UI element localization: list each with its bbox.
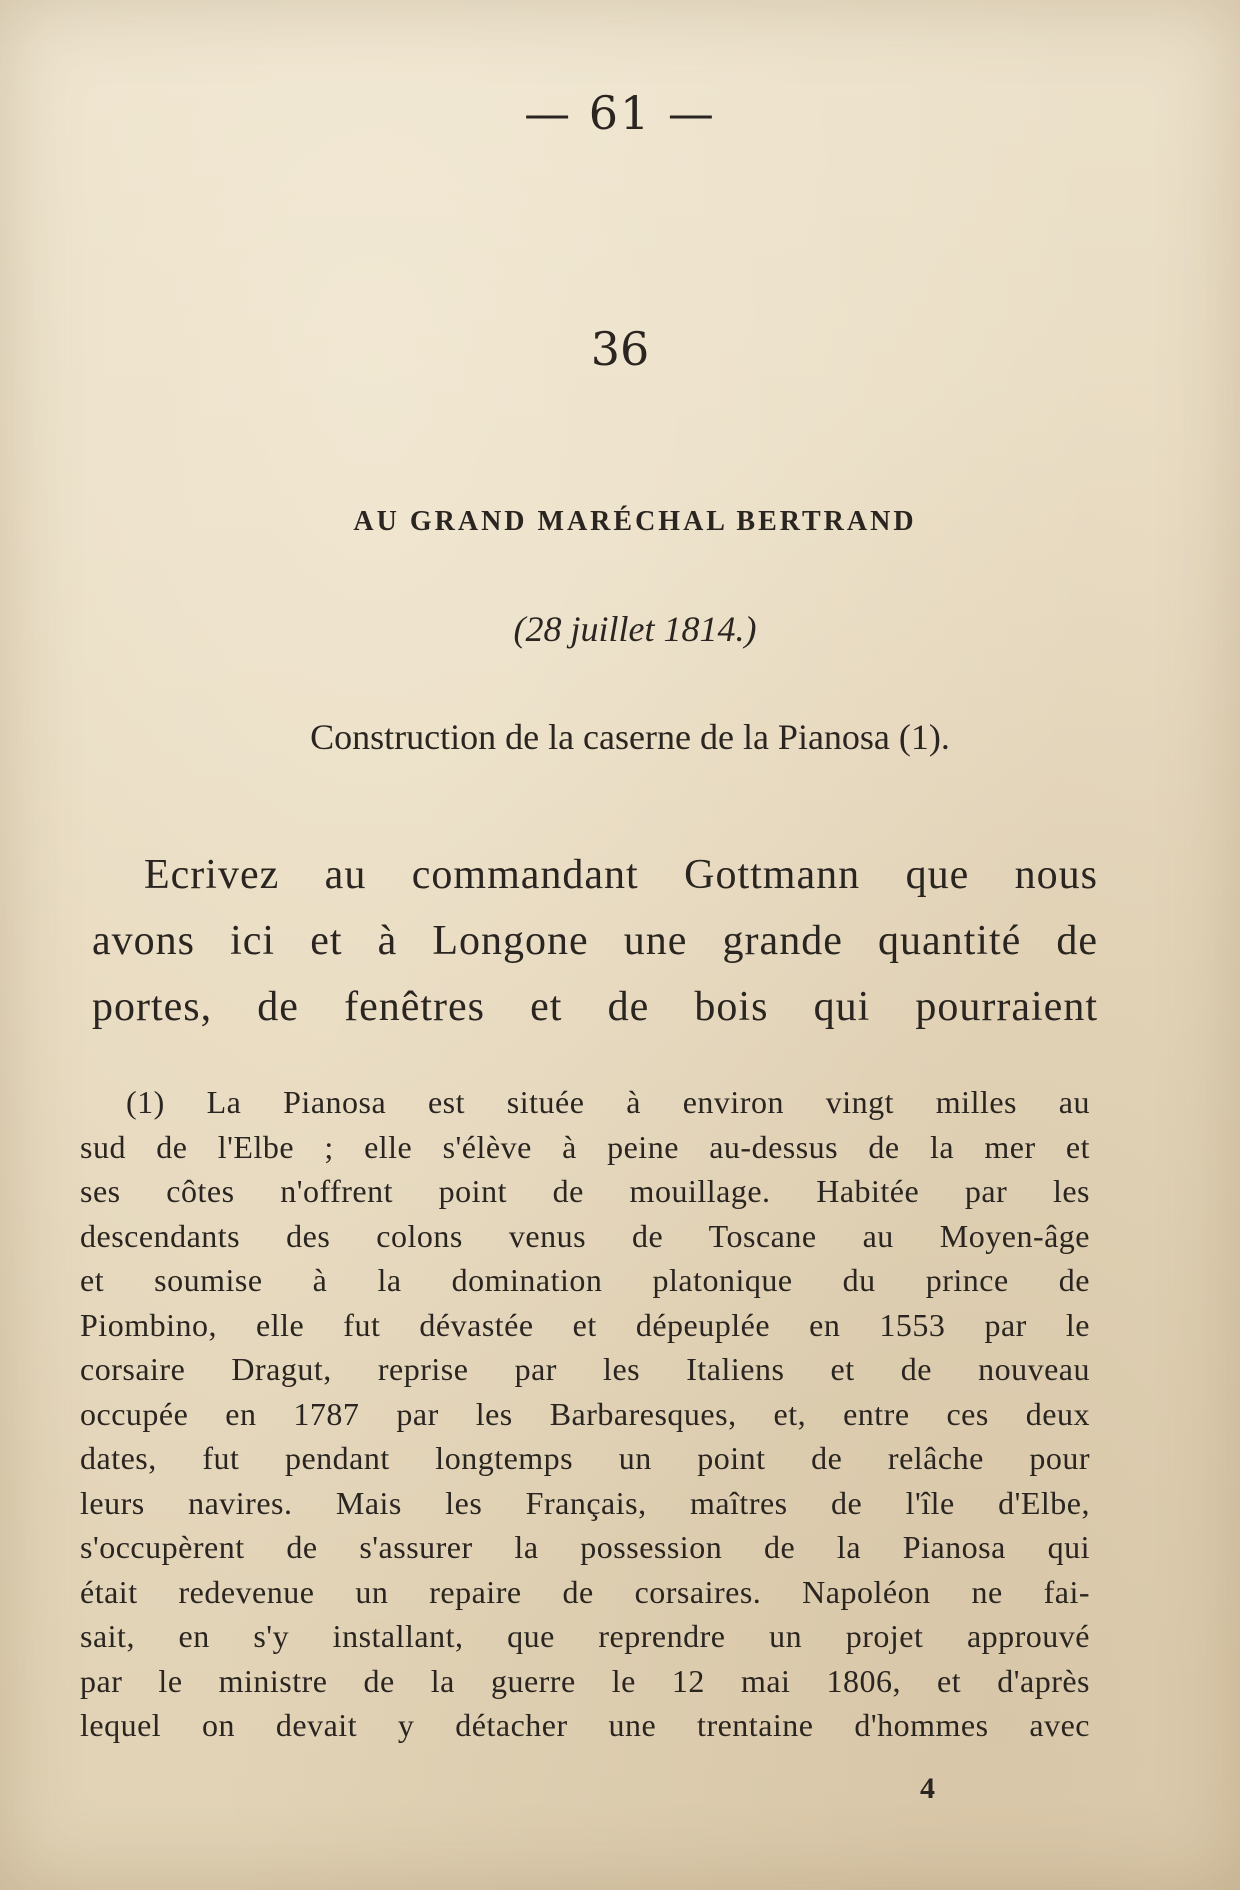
footnote-line: sud de l'Elbe ; elle s'élève à peine au-dessus de la mer et	[80, 1128, 1090, 1165]
footnote-line: dates, fut pendant longtemps un point de relâche pour	[80, 1440, 1090, 1476]
footnote-line: corsaire Dragut, reprise par les Italiens et de nouveau	[80, 1351, 1090, 1387]
letter-number: 36	[590, 322, 650, 376]
footnote-line: occupée en 1787 par les Barbaresques, et, entre ces deux	[80, 1395, 1090, 1432]
body-line: Ecrivez au commandant Gottmann que nous	[144, 852, 1098, 898]
footnote-line: (1) La Pianosa est située à environ vingt milles au	[126, 1084, 1090, 1120]
letter-date: (28 juillet 1814.)	[513, 609, 757, 649]
letter-subject: Construction de la caserne de la Pianosa (1).	[310, 717, 950, 757]
running-head-page-number: — 61 —	[524, 86, 716, 140]
footnote-line: par le ministre de la guerre le 12 mai 1806, et d'après	[80, 1662, 1090, 1699]
footnote-line: sait, en s'y installant, que reprendre un projet approuvé	[80, 1618, 1090, 1654]
footnote-line: lequel on devait y détacher une trentaine d'hommes avec	[80, 1707, 1090, 1743]
body-line: avons ici et à Longone une grande quantité de	[92, 918, 1098, 964]
footnote	[80, 1080, 1090, 1748]
footnote-line: Piombino, elle fut dévastée et dépeuplée en 1553 par le	[80, 1306, 1090, 1343]
letter-addressee: AU GRAND MARÉCHAL BERTRAND	[353, 506, 917, 537]
footnote-line: était redevenue un repaire de corsaires. Napoléon ne fai-	[80, 1573, 1090, 1610]
footnote-line: leurs navires. Mais les Français, maîtres de l'île d'Elbe,	[80, 1484, 1090, 1521]
footnote-line: descendants des colons venus de Toscane au Moyen-âge	[80, 1217, 1090, 1254]
letter-body	[92, 842, 1098, 1040]
body-line: portes, de fenêtres et de bois qui pourraient	[92, 984, 1098, 1030]
printer-signature-mark: 4	[920, 1772, 935, 1805]
footnote-line: ses côtes n'offrent point de mouillage. Habitée par les	[80, 1173, 1090, 1209]
footnote-line: s'occupèrent de s'assurer la possession de la Pianosa qui	[80, 1529, 1090, 1565]
footnote-line: et soumise à la domination platonique du prince de	[80, 1262, 1090, 1298]
